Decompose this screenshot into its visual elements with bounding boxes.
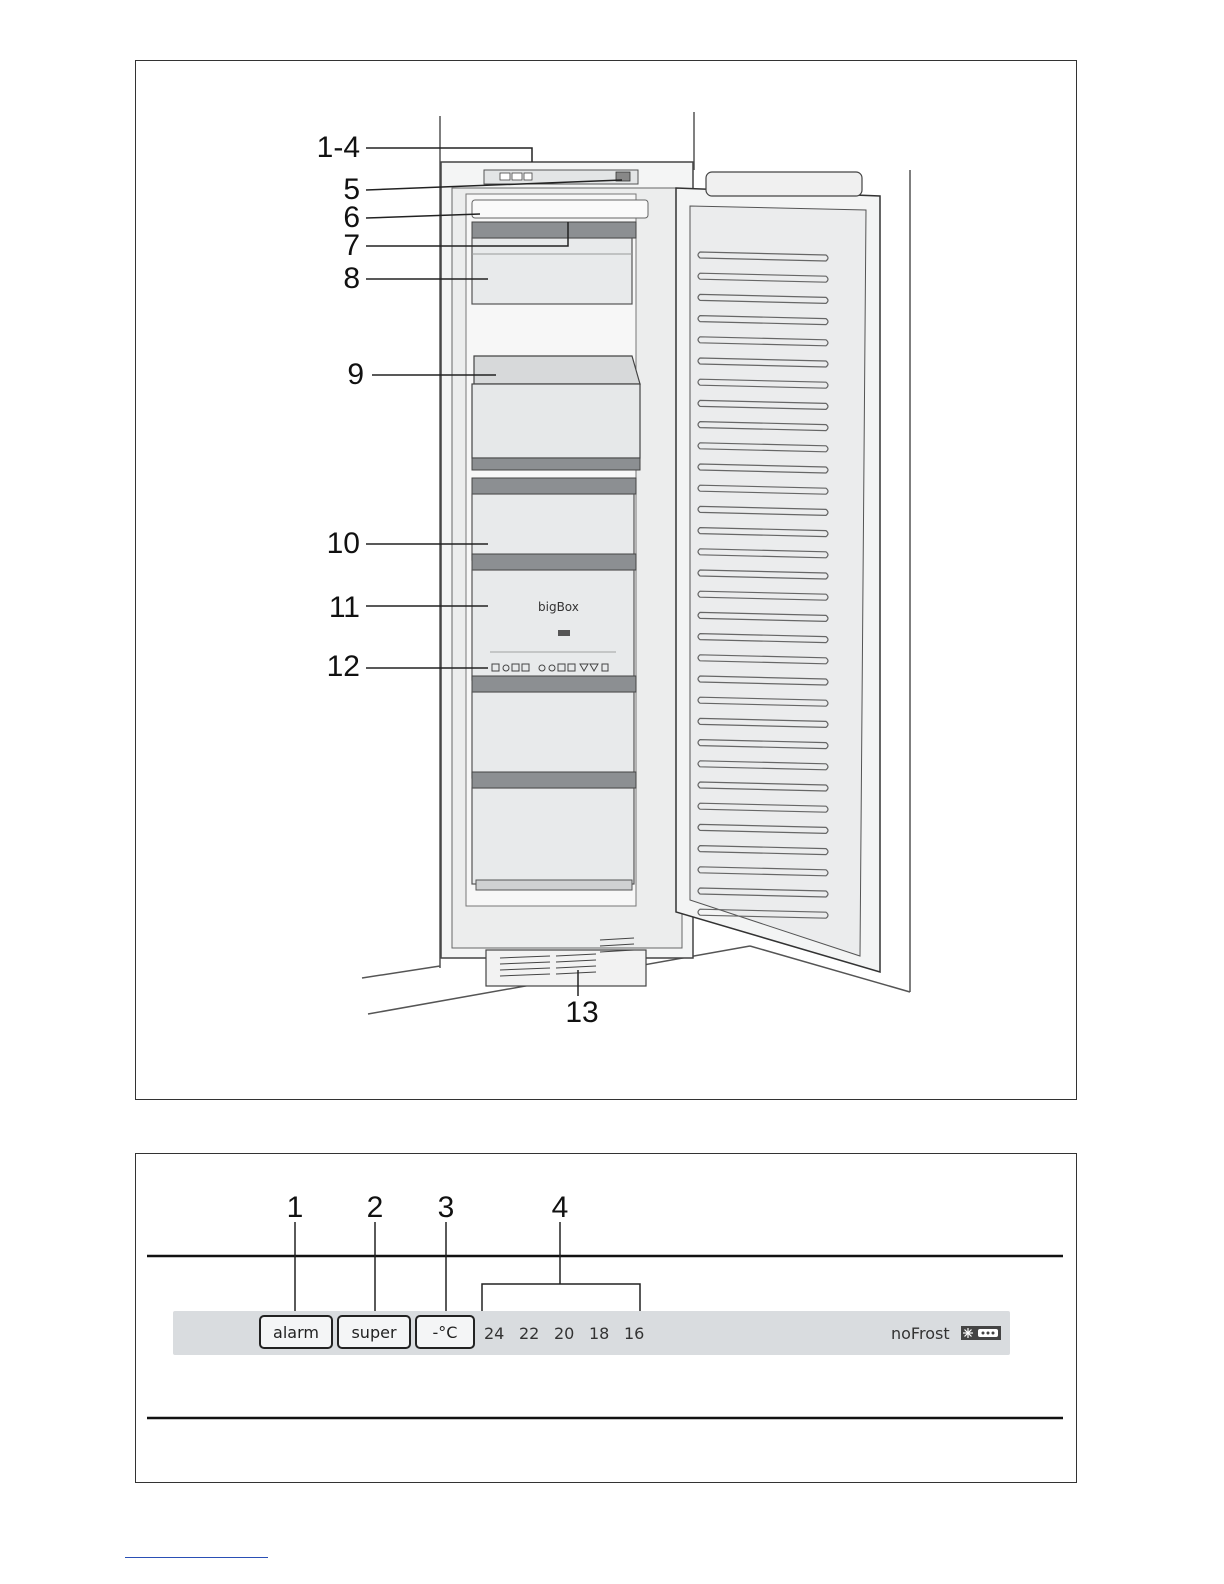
alarm-button[interactable]: alarm — [259, 1315, 333, 1349]
temperature-button[interactable]: -°C — [415, 1315, 475, 1349]
nofrost-snowflake-icon — [961, 1326, 1001, 1340]
callout-10: 10 — [326, 527, 360, 560]
callout-5: 5 — [343, 173, 360, 206]
temperature-22: 22 — [519, 1324, 540, 1343]
super-button[interactable]: super — [337, 1315, 411, 1349]
footnote-rule — [125, 1557, 268, 1558]
temperature-24: 24 — [484, 1324, 505, 1343]
callout-7: 7 — [343, 229, 360, 262]
callout-8: 8 — [343, 262, 360, 295]
callout-1-4: 1-4 — [316, 131, 360, 164]
callout-11: 11 — [328, 591, 360, 624]
temperature-16: 16 — [624, 1324, 645, 1343]
temperature-20: 20 — [554, 1324, 575, 1343]
temperature-18: 18 — [589, 1324, 610, 1343]
panel-callout-3: 3 — [437, 1191, 455, 1224]
nofrost-label: noFrost — [891, 1324, 950, 1343]
panel-callout-2: 2 — [366, 1191, 384, 1224]
callout-6: 6 — [343, 201, 360, 234]
callout-12: 12 — [326, 650, 360, 683]
callout-13: 13 — [565, 996, 599, 1029]
bigbox-label: bigBox — [538, 600, 579, 614]
panel-callout-1: 1 — [286, 1191, 304, 1224]
callout-9: 9 — [347, 358, 364, 391]
panel-callout-4: 4 — [551, 1191, 569, 1224]
